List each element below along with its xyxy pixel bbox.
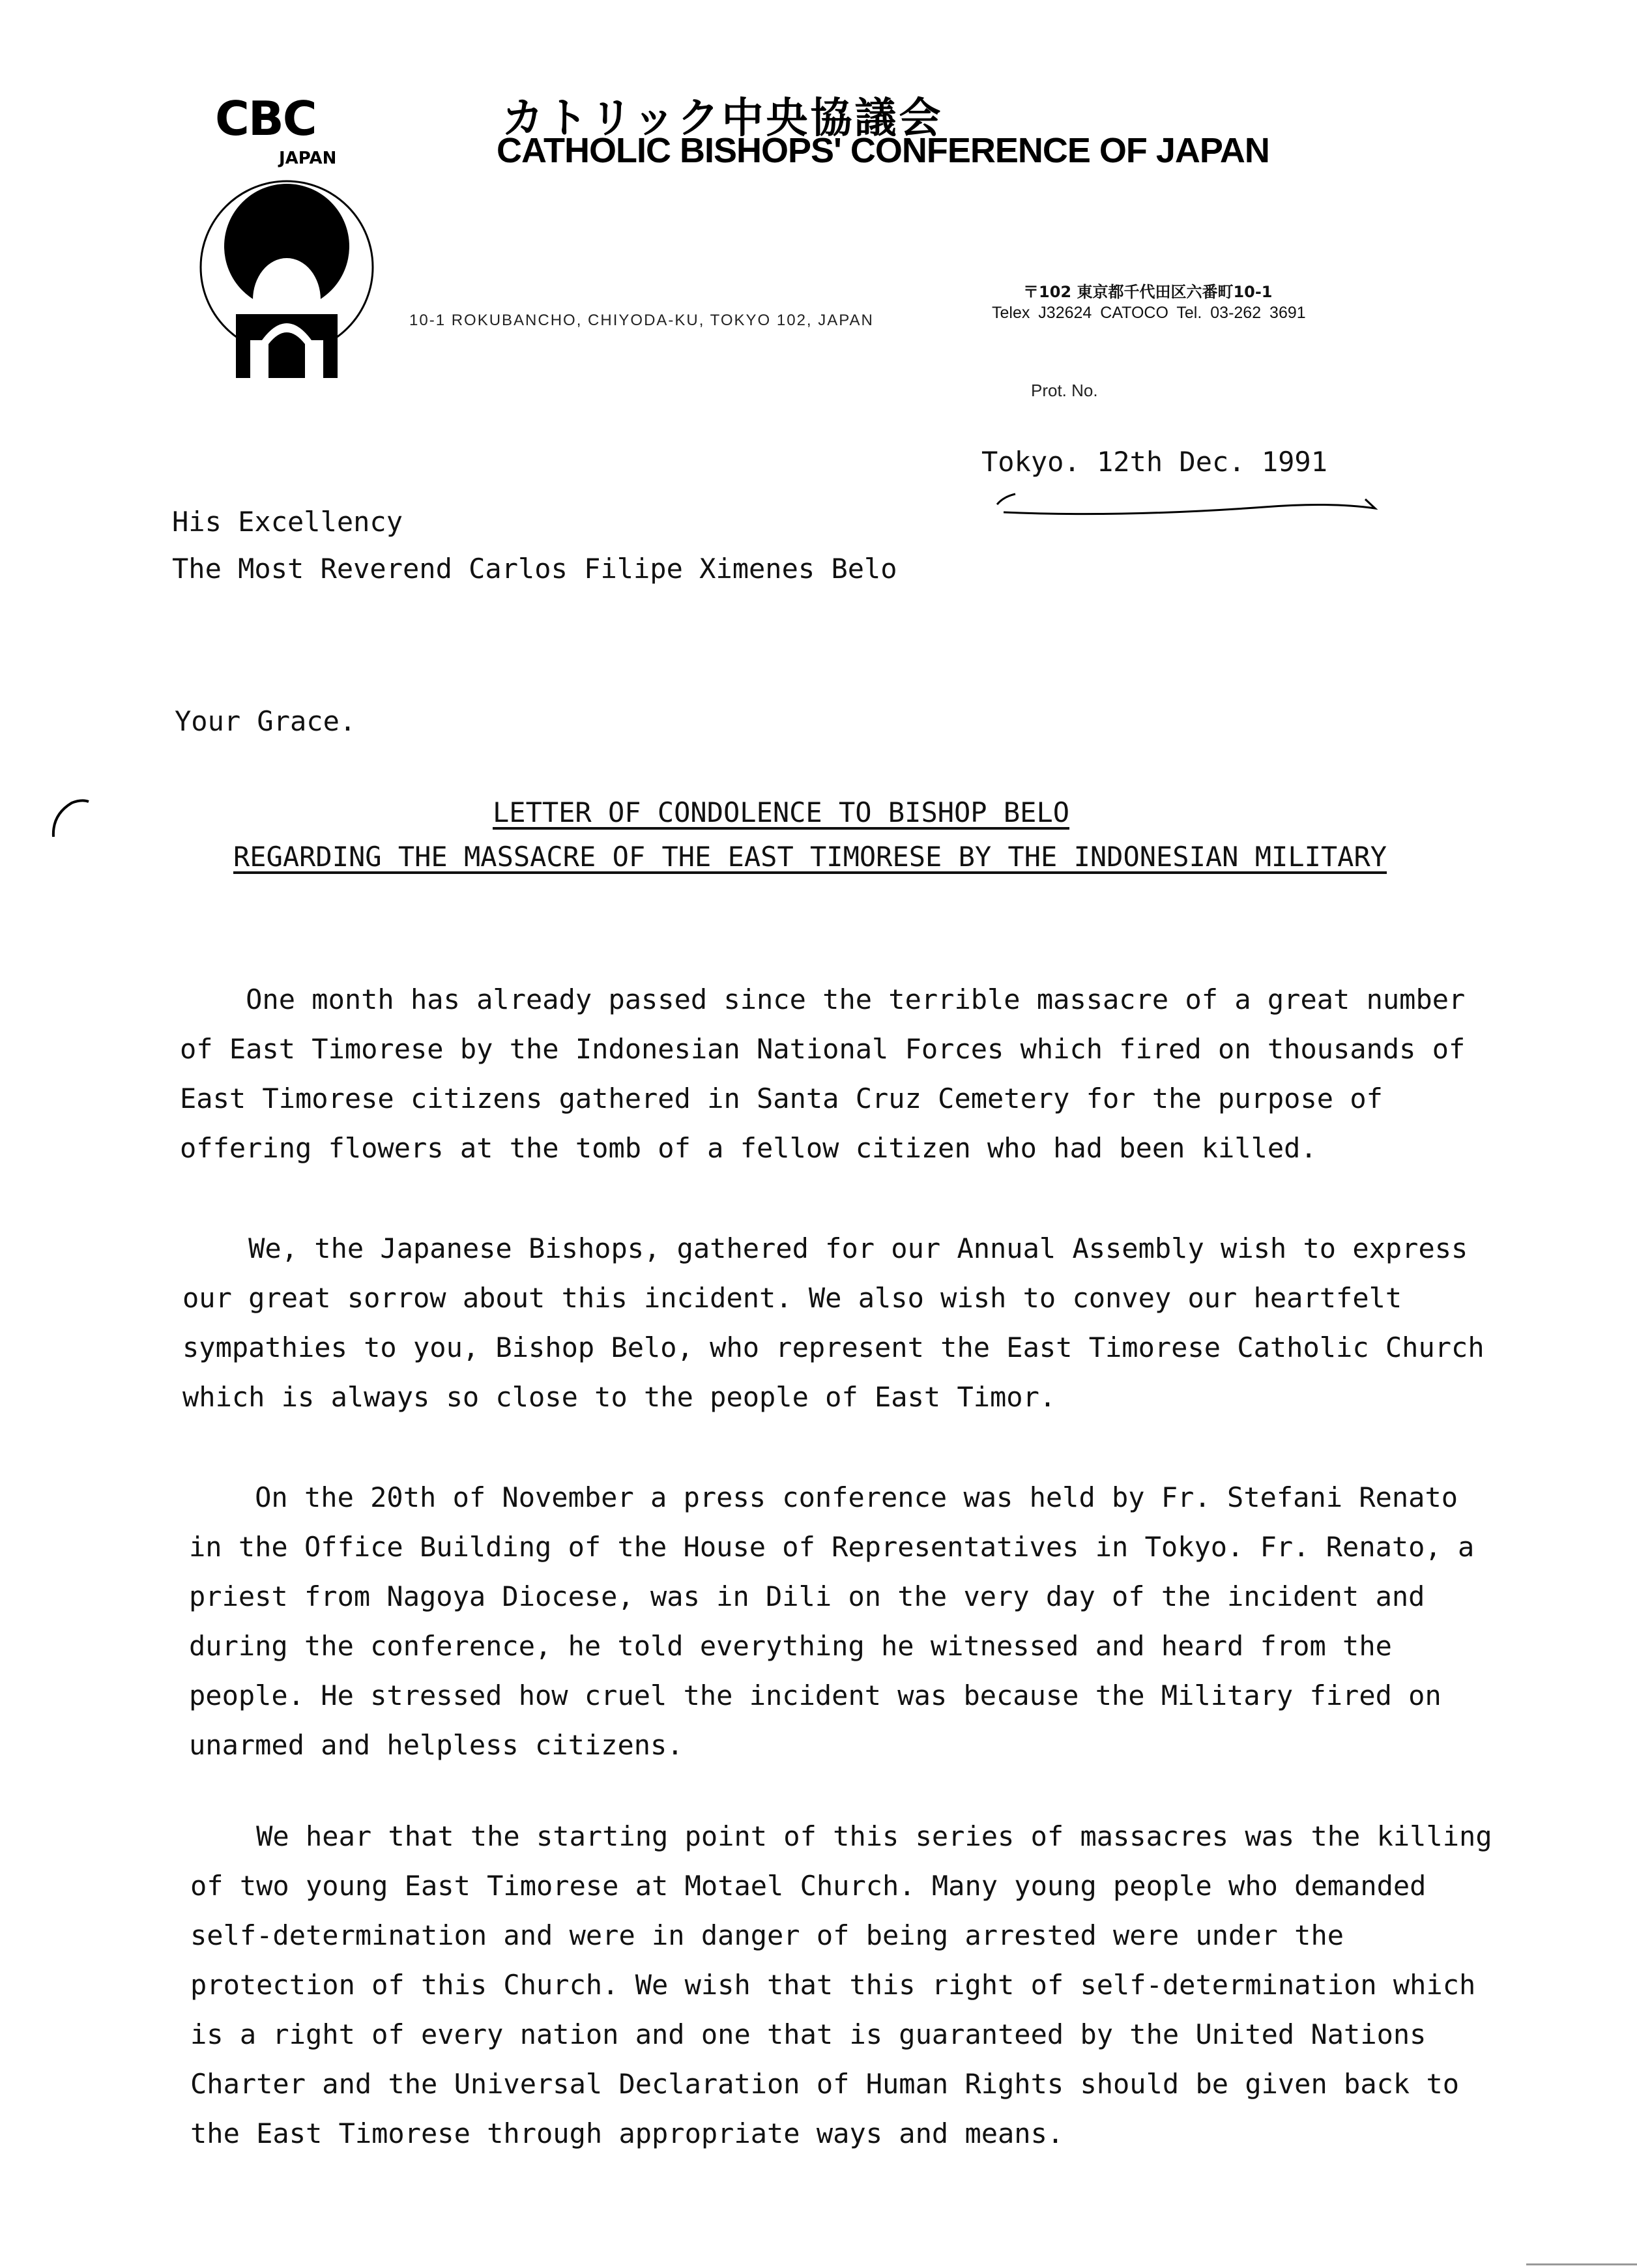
letter-title-line-2: REGARDING THE MASSACRE OF THE EAST TIMORESE BY THE INDONESIAN MILITARY	[233, 841, 1387, 873]
salutation: Your Grace.	[175, 705, 356, 737]
body-paragraph-2: We, the Japanese Bishops, gathered for our Annual Assembly wish to express our great sorrow about this incident. We also wish to convey our heartfelt sympathies to you, Bishop Belo, who represent the East Timorese Catholic Church which is always so close to the people of East Timor.	[182, 1232, 1485, 1413]
org-name-english: CATHOLIC BISHOPS' CONFERENCE OF JAPAN	[497, 131, 1269, 170]
logo-country: JAPAN	[279, 149, 337, 168]
body-paragraph-3: On the 20th of November a press conference was held by Fr. Stefani Renato in the Office Building of the House of Representatives in Tokyo. Fr. Renato, a priest from Nagoya Diocese, was in Dili on the very day of the incident and during the conference, he told everything he witnessed and heard from the people. He stressed how cruel the incident was because the Military fired on unarmed and helpless citizens.	[189, 1481, 1475, 1761]
recipient-name: The Most Reverend Carlos Filipe Ximenes Belo	[172, 553, 897, 585]
address-english: 10-1 ROKUBANCHO, CHIYODA-KU, TOKYO 102, JAPAN	[409, 312, 874, 329]
recipient-title: His Excellency	[172, 506, 403, 538]
scan-edge-mark	[1526, 2263, 1637, 2265]
logo-letters: CBC	[215, 91, 316, 146]
body-paragraph-1: One month has already passed since the terrible massacre of a great number of East Timorese by the Indonesian National Forces which fired on thousands of East Timorese citizens gathered in Santa Cruz Cemetery for the purpose of offering flowers at the tomb of a fellow citizen who had been killed.	[180, 983, 1466, 1164]
body-paragraph-4: We hear that the starting point of this series of massacres was the killing of two young East Timorese at Motael Church. Many young people who demanded self-determination and were in danger of being arrested were under the protection of this Church. We wish that this right of self-determination which is a right of every nation and one that is guaranteed by the United Nations Charter and the Universal Declaration of Human Rights should be given back to the East Timorese through appropriate ways and means.	[190, 1820, 1492, 2149]
handwritten-underline	[991, 485, 1382, 524]
cbc-logo	[196, 91, 378, 352]
handwritten-margin-mark	[46, 795, 98, 841]
protocol-number: Prot. No.	[1031, 381, 1098, 400]
telex-telephone: Telex J32624 CATOCO Tel. 03-262 3691	[992, 304, 1306, 322]
org-name-japanese: カトリック中央協議会	[502, 94, 944, 143]
letter-date: Tokyo. 12th Dec. 1991	[981, 446, 1328, 478]
cbc-emblem-icon	[196, 169, 378, 443]
letter-title-line-1: LETTER OF CONDOLENCE TO BISHOP BELO	[493, 796, 1070, 828]
address-japanese: 〒102 東京都千代田区六番町10-1	[1023, 283, 1273, 301]
